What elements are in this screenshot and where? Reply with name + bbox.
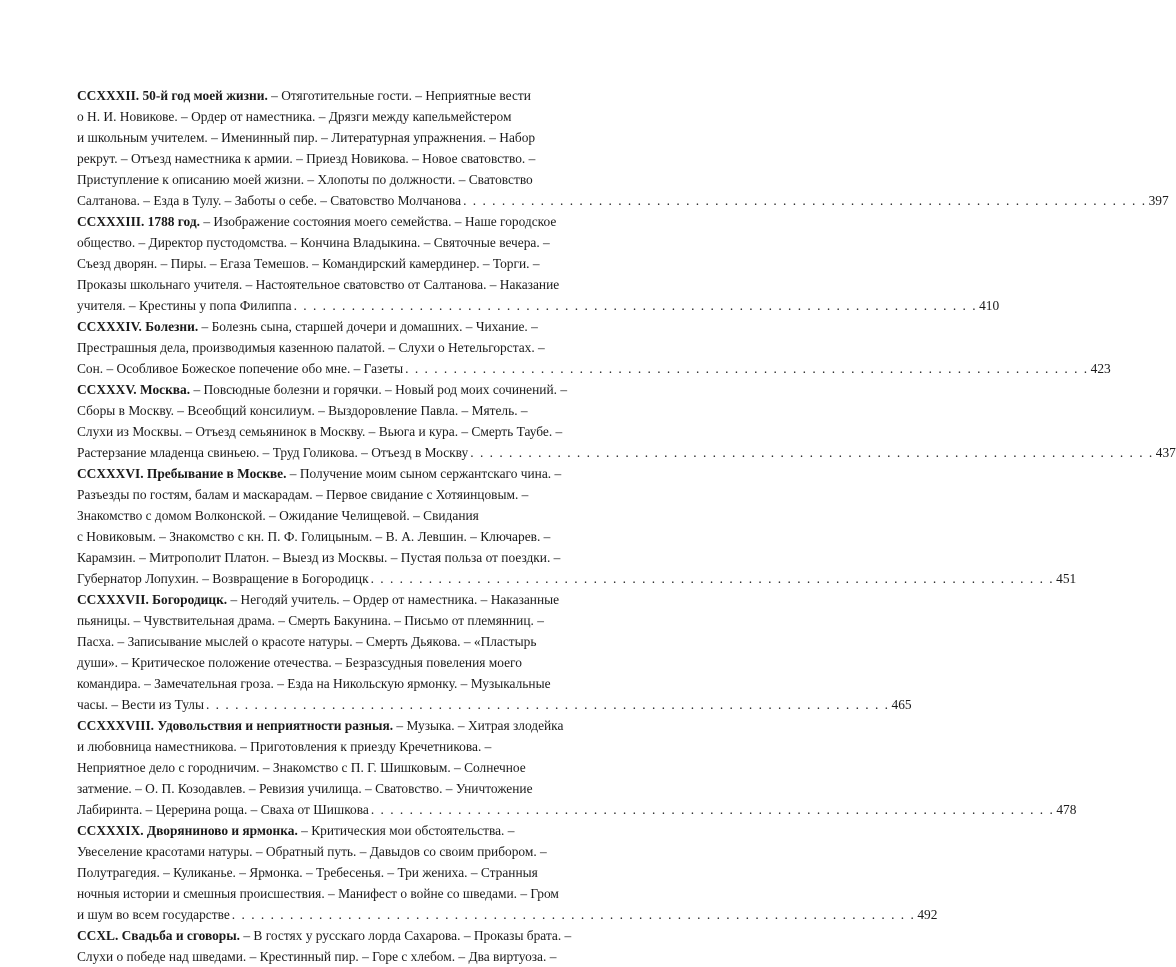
toc-line xyxy=(77,463,562,484)
toc-line xyxy=(77,820,537,841)
table-of-contents xyxy=(77,85,1176,967)
toc-line: Карамзин. – Митрополит Платон. – Выезд из Москвы. – Пустая польза от поездки. – xyxy=(77,550,561,565)
toc-line xyxy=(77,715,564,736)
chapter-summary: – В гостях у русскаго лорда Сахарова. – Проказы брата. – xyxy=(240,928,572,943)
toc-line xyxy=(77,211,557,232)
chapter-title: CCXXXII. 50-й год моей жизни. xyxy=(77,88,268,103)
toc-entry xyxy=(77,589,912,715)
toc-text: Салтанова. – Езда в Тулу. – Заботы о себе. – Сватовство Молчанова xyxy=(77,193,462,208)
toc-line: души». – Критическое положение отечества. – Безразсудныя повеления моего xyxy=(77,655,522,670)
toc-line: пьяницы. – Чувствительная драма. – Смерть Бакунина. – Письмо от племянниц. – xyxy=(77,613,544,628)
chapter-title: CCXXXVII. Богородицк. xyxy=(77,592,228,607)
toc-entry xyxy=(77,211,1000,316)
toc-line: Съезд дворян. – Пиры. – Егаза Темешов. – Командирский камердинер. – Торги. – xyxy=(77,256,540,271)
leader-dots xyxy=(371,799,1055,820)
toc-entry xyxy=(77,316,1111,379)
chapter-summary: – Повсюдные болезни и горячки. – Новый род моих сочинений. – xyxy=(190,382,568,397)
toc-line-last xyxy=(77,568,1077,589)
toc-entry xyxy=(77,85,1169,211)
toc-line xyxy=(77,925,572,946)
toc-text: Губернатор Лопухин. – Возвращение в Богородицк xyxy=(77,571,369,586)
page-number: 451 xyxy=(1056,571,1077,586)
toc-line: ночныя истории и смешныя происшествия. – Манифест о войне со шведами. – Гром xyxy=(77,886,559,901)
leader-dots xyxy=(232,904,916,925)
leader-dots xyxy=(470,442,1154,463)
chapter-summary: – Болезнь сына, старшей дочери и домашних. – Чихание. – xyxy=(198,319,538,334)
toc-line-last xyxy=(77,358,1111,379)
toc-line: Полутрагедия. – Куликанье. – Ярмонка. – Требесенья. – Три жениха. – Странныя xyxy=(77,865,538,880)
toc-entry xyxy=(77,715,1077,820)
toc-line: Слухи из Москвы. – Отъезд семьянинок в Москву. – Вьюга и кура. – Смерть Таубе. – xyxy=(77,424,563,439)
chapter-title: CCXXXVIII. Удовольствия и неприятности разныя. xyxy=(77,718,394,733)
toc-line-last xyxy=(77,295,1000,316)
chapter-summary: – Критическия мои обстоятельства. – xyxy=(297,823,515,838)
toc-line: о Н. И. Новикове. – Ордер от наместника. – Дрязги между капельмейстером xyxy=(77,109,512,124)
chapter-summary: – Негодяй учитель. – Ордер от наместника. – Наказанные xyxy=(227,592,560,607)
toc-line-last xyxy=(77,694,912,715)
page-number: 410 xyxy=(979,298,1000,313)
toc-line: командира. – Замечательная гроза. – Езда на Никольскую ярмонку. – Музыкальные xyxy=(77,676,551,691)
toc-line: Проказы школьнаго учителя. – Настоятельное сватовство от Салтанова. – Наказание xyxy=(77,277,560,292)
toc-line-last xyxy=(77,190,1169,211)
leader-dots xyxy=(206,694,890,715)
page-number: 437 xyxy=(1155,445,1176,460)
toc-line: Сборы в Москву. – Всеобщий консилиум. – Выздоровление Павла. – Мятель. – xyxy=(77,403,528,418)
toc-line: Престрашныя дела, производимыя казенною палатой. – Слухи о Нетельгорстах. – xyxy=(77,340,545,355)
toc-text: учителя. – Крестины у попа Филиппа xyxy=(77,298,292,313)
toc-entry xyxy=(77,379,1176,463)
toc-line: с Новиковым. – Знакомство с кн. П. Ф. Голицыным. – В. А. Левшин. – Ключарев. – xyxy=(77,529,551,544)
chapter-summary: – Изображение состояния моего семейства. – Наше городское xyxy=(200,214,557,229)
toc-line xyxy=(77,85,537,106)
toc-line: Слухи о победе над шведами. – Крестинный пир. – Горе с хлебом. – Два виртуоза. – xyxy=(77,949,557,964)
toc-line: и школьным учителем. – Именинный пир. – Литературная упражнения. – Набор xyxy=(77,130,536,145)
chapter-summary: – Получение моим сыном сержантскаго чина. – xyxy=(286,466,562,481)
toc-line-last xyxy=(77,799,1077,820)
toc-text: Лабиринта. – Церерина роща. – Сваха от Шишкова xyxy=(77,802,369,817)
page-number: 423 xyxy=(1090,361,1111,376)
toc-text: Сон. – Особливое Божеское попечение обо мне. – Газеты xyxy=(77,361,404,376)
toc-line xyxy=(77,589,560,610)
leader-dots xyxy=(294,295,978,316)
leader-dots xyxy=(405,358,1089,379)
page-number: 465 xyxy=(891,697,912,712)
leader-dots xyxy=(371,568,1055,589)
toc-line: рекрут. – Отъезд наместника к армии. – Приезд Новикова. – Новое сватовство. – xyxy=(77,151,536,166)
toc-line: Разъезды по гостям, балам и маскарадам. – Первое свидание с Хотяинцовым. – xyxy=(77,487,529,502)
toc-line-last xyxy=(77,442,1176,463)
toc-line: общество. – Директор пустодомства. – Кончина Владыкина. – Святочные вечера. – xyxy=(77,235,550,250)
chapter-title: CCXXXVI. Пребывание в Москве. xyxy=(77,466,287,481)
toc-line: Неприятное дело с городничим. – Знакомство с П. Г. Шишковым. – Солнечное xyxy=(77,760,526,775)
toc-line: Увеселение красотами натуры. – Обратный путь. – Давыдов со своим прибором. – xyxy=(77,844,547,859)
leader-dots xyxy=(463,190,1147,211)
toc-text: Растерзание младенца свиньею. – Труд Голикова. – Отъезд в Москву xyxy=(77,445,469,460)
page-number: 397 xyxy=(1148,193,1169,208)
toc-text: и шум во всем государстве xyxy=(77,907,230,922)
page-number: 478 xyxy=(1056,802,1077,817)
toc-line: Приступление к описанию моей жизни. – Хлопоты по должности. – Сватовство xyxy=(77,172,533,187)
toc-line xyxy=(77,316,537,337)
chapter-summary: – Отяготительные гости. – Неприятные вести xyxy=(267,88,531,103)
toc-entry xyxy=(77,820,938,925)
chapter-title: CCXXXIX. Дворяниново и ярмонка. xyxy=(77,823,298,838)
page-number: 492 xyxy=(917,907,938,922)
toc-line-last xyxy=(77,904,938,925)
toc-line: Знакомство с домом Волконской. – Ожидание Челищевой. – Свидания xyxy=(77,508,479,523)
chapter-summary: – Музыка. – Хитрая злодейка xyxy=(393,718,564,733)
chapter-title: CCXXXIII. 1788 год. xyxy=(77,214,200,229)
toc-line: и любовница наместникова. – Приготовления к приезду Кречетникова. – xyxy=(77,739,492,754)
chapter-title: CCXXXIV. Болезни. xyxy=(77,319,199,334)
toc-line: Пасха. – Записывание мыслей о красоте натуры. – Смерть Дьякова. – «Пластырь xyxy=(77,634,537,649)
chapter-title: CCXL. Свадьба и сговоры. xyxy=(77,928,241,943)
toc-line xyxy=(77,379,568,400)
toc-entry xyxy=(77,463,1077,589)
chapter-title: CCXXXV. Москва. xyxy=(77,382,191,397)
toc-text: часы. – Вести из Тулы xyxy=(77,697,204,712)
toc-line: затмение. – О. П. Козодавлев. – Ревизия училища. – Сватовство. – Уничтожение xyxy=(77,781,533,796)
toc-entry xyxy=(77,925,572,967)
